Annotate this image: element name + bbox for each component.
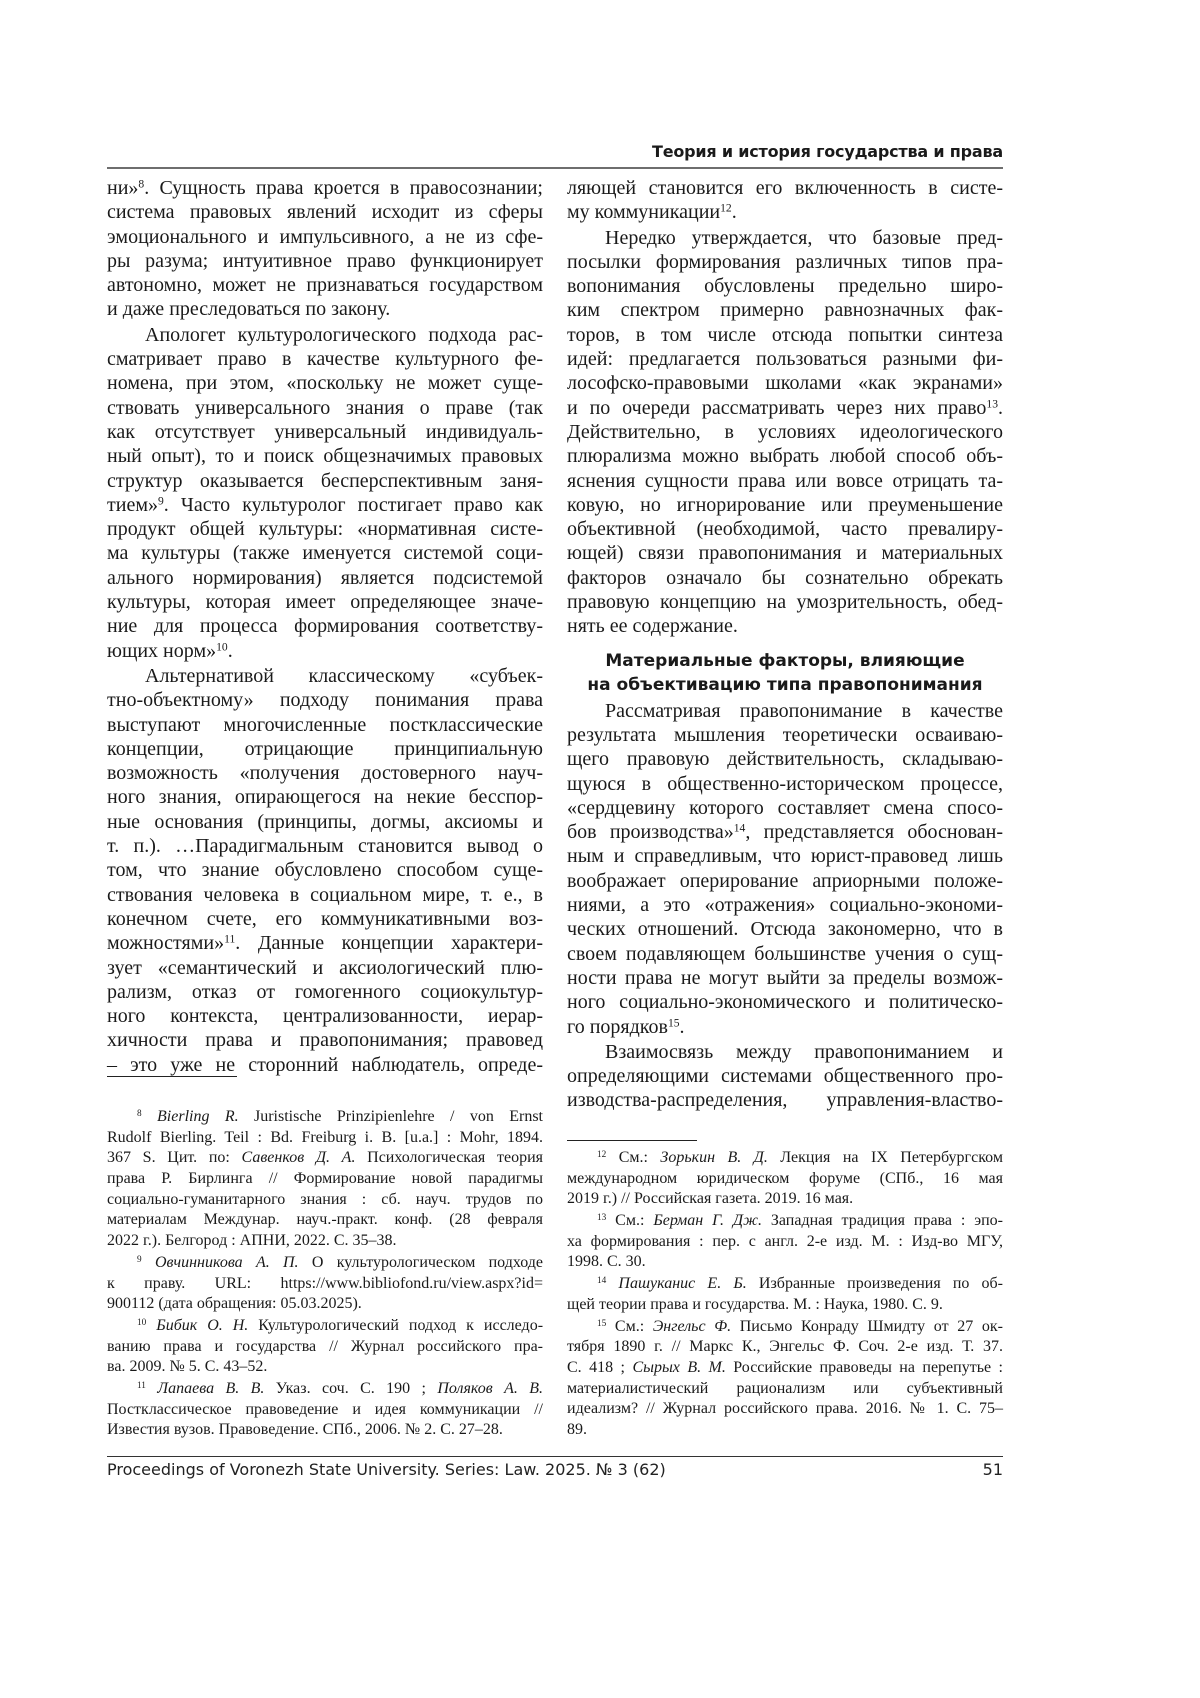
text-line: возможность «получения достоверного науч- xyxy=(107,761,543,785)
text-line: структур оказывается бесперспективным заня- xyxy=(107,469,543,493)
text-line: 2022 г.). Белгород : АПНИ, 2022. С. 35–38. xyxy=(107,1231,543,1252)
text-line: го порядков15. xyxy=(567,1015,1003,1039)
text-line: щуюся в общественно-историческом процессе, xyxy=(567,772,1003,796)
text-line: материалистический рационализм или субъективный xyxy=(567,1379,1003,1400)
text-line: идей: предлагается пользоваться разными фи- xyxy=(567,347,1003,371)
text-line: конечном счете, его коммуникативными воз- xyxy=(107,907,543,931)
footnote-ref: 10 xyxy=(216,640,228,653)
author-name: Бибик О. Н. xyxy=(156,1317,248,1334)
text-line: бов производства»14, представляется обоснован- xyxy=(567,820,1003,844)
text-line: ляющей становится его включенность в систе- xyxy=(567,176,1003,200)
text-line: культуры, которая имеет определяющее значе- xyxy=(107,590,543,614)
text-line: хичности права и правопонимания; правовед xyxy=(107,1028,543,1052)
author-name: Поляков А. В. xyxy=(437,1380,543,1397)
journal-footer: Proceedings of Voronezh State University. Series: Law. 2025. № 3 (62) xyxy=(107,1460,666,1479)
text-line: щего правовую действительность, складываю- xyxy=(567,747,1003,771)
footnote-ref: 14 xyxy=(734,822,746,835)
right-column xyxy=(567,176,1003,1114)
text-line: определяющими системами общественного про- xyxy=(567,1064,1003,1088)
footnote-ref: 13 xyxy=(597,1213,606,1223)
author-name: Пашуканис Е. Б. xyxy=(618,1275,746,1292)
footnote xyxy=(107,1379,543,1441)
text-line: зует «семантический и аксиологический плю- xyxy=(107,956,543,980)
footnote-ref: 12 xyxy=(597,1150,606,1160)
text-line: ры разума; интуитивное право функционирует xyxy=(107,249,543,273)
text-line: ного социально-экономического и политическо- xyxy=(567,990,1003,1014)
paragraph xyxy=(567,226,1003,639)
text-line: рализм, отказ от гомогенного социокультур- xyxy=(107,980,543,1004)
page-number: 51 xyxy=(983,1460,1003,1479)
text-line: торов, в том числе отсюда попытки синтеза xyxy=(567,323,1003,347)
footnote-ref: 9 xyxy=(137,1255,142,1265)
paragraph xyxy=(107,176,543,322)
text-line: – это уже не сторонний наблюдатель, опреде- xyxy=(107,1053,543,1077)
text-line: 11 Лапаева В. В. Указ. соч. С. 190 ; Поляков А. В. xyxy=(107,1379,543,1400)
author-name: Bierling R. xyxy=(157,1108,239,1125)
footer-rule xyxy=(107,1456,1003,1457)
text-line: и по очереди рассматривать через них право13. xyxy=(567,396,1003,420)
text-line: эмоционального и импульсивного, а не из сфе- xyxy=(107,225,543,249)
text-line: Взаимосвязь между правопониманием и xyxy=(567,1040,1003,1064)
text-line: объективной (необходимой, часто превалиру- xyxy=(567,517,1003,541)
text-line: ствовать универсального знания о праве (так xyxy=(107,396,543,420)
paragraph xyxy=(107,323,543,663)
text-line: 2019 г.) // Российская газета. 2019. 16 мая. xyxy=(567,1189,1003,1210)
text-line: Rudolf Bierling. Teil : Bd. Freiburg i. B. [u.a.] : Mohr, 1894. xyxy=(107,1128,543,1149)
text-line: ные основания (принципы, догмы, аксиомы и xyxy=(107,810,543,834)
text-line: как отсутствует универсальный индивидуаль- xyxy=(107,420,543,444)
text-line: тября 1890 г. // Маркс К., Энгельс Ф. Соч. 2-е изд. Т. 37. xyxy=(567,1337,1003,1358)
footnote-ref: 11 xyxy=(224,933,235,946)
paragraph xyxy=(567,176,1003,225)
text-line: материалам Междунар. науч.-практ. конф. (28 февраля xyxy=(107,1210,543,1231)
text-line: выступают многочисленные постклассические xyxy=(107,713,543,737)
text-line: ма культуры (также именуется системой соци- xyxy=(107,541,543,565)
text-line: том, что знание обусловлено способом суще- xyxy=(107,858,543,882)
text-line: плюрализма можно выбрать любой способ объ- xyxy=(567,444,1003,468)
footnote-ref: 14 xyxy=(597,1276,606,1286)
text-line: ким спектром примерно равнозначных фак- xyxy=(567,298,1003,322)
text-line: результата мышления теоретически осваиваю- xyxy=(567,723,1003,747)
paragraph xyxy=(107,664,543,1077)
text-line: к праву. URL: https://www.bibliofond.ru/view.aspx?id= xyxy=(107,1274,543,1295)
text-line: Действительно, в условиях идеологического xyxy=(567,420,1003,444)
footnote-ref: 15 xyxy=(668,1016,680,1029)
text-line: тно-объектному» подходу понимания права xyxy=(107,688,543,712)
footnote-ref: 8 xyxy=(137,1109,142,1119)
text-line: С. 418 ; Сырых В. М. Российские правоведы на перепутье : xyxy=(567,1358,1003,1379)
text-line: изводства-распределения, управления-властво- xyxy=(567,1088,1003,1112)
text-line: ванию права и государства // Журнал российского пра- xyxy=(107,1337,543,1358)
author-name: Энгельс Ф. xyxy=(653,1318,731,1335)
text-line: ние для процесса формирования соответству- xyxy=(107,614,543,638)
text-line: 10 Бибик О. Н. Культурологический подход к исследо- xyxy=(107,1316,543,1337)
text-line: ва. 2009. № 5. С. 43–52. xyxy=(107,1357,543,1378)
footnote-separator-left xyxy=(107,1076,237,1077)
text-line: Известия вузов. Правоведение. СПб., 2006. № 2. С. 27–28. xyxy=(107,1420,543,1441)
footnotes-left xyxy=(107,1107,543,1442)
section-heading xyxy=(567,649,1003,697)
text-line: 13 См.: Берман Г. Дж. Западная традиция права : эпо- xyxy=(567,1211,1003,1232)
text-line: 9 Овчинникова А. П. О культурологическом подходе xyxy=(107,1253,543,1274)
left-column xyxy=(107,176,543,1078)
text-line: концепции, отрицающие принципиальную xyxy=(107,737,543,761)
text-line: «сердцевину которого составляет смена спосо- xyxy=(567,796,1003,820)
text-line: Постклассическое правоведение и идея коммуникации // xyxy=(107,1400,543,1421)
text-line: Альтернативой классическому «субъек- xyxy=(107,664,543,688)
text-line: 367 S. Цит. по: Савенков Д. А. Психологическая теория xyxy=(107,1148,543,1169)
text-line: ющей) связи правопонимания и материальных xyxy=(567,541,1003,565)
text-line: щей теории права и государства. М. : Наука, 1980. С. 9. xyxy=(567,1295,1003,1316)
text-line: идеализм? // Журнал российского права. 2016. № 1. С. 75– xyxy=(567,1399,1003,1420)
heading-line: Материальные факторы, влияющие xyxy=(567,649,1003,673)
text-line: Рассматривая правопонимание в качестве xyxy=(567,699,1003,723)
text-line: яснения сущности права или вовсе отрицать та- xyxy=(567,469,1003,493)
text-line: т. п.). …Парадигмальным становится вывод о xyxy=(107,834,543,858)
footnote xyxy=(567,1148,1003,1210)
author-name: Лапаева В. В. xyxy=(157,1380,264,1397)
author-name: Овчинникова А. П. xyxy=(155,1254,299,1271)
text-line: ковую, но игнорирование или преуменьшение xyxy=(567,493,1003,517)
text-line: ха формирования : пер. с англ. 2-е изд. М. : Изд-во МГУ, xyxy=(567,1232,1003,1253)
author-name: Савенков Д. А. xyxy=(242,1149,356,1166)
text-line: посылки формирования различных типов пра- xyxy=(567,250,1003,274)
text-line: автономно, может не признаваться государством xyxy=(107,273,543,297)
footnote-ref: 11 xyxy=(137,1381,146,1391)
text-line: лософско-правовыми школами «как экранами» xyxy=(567,371,1003,395)
text-line: Апологет культурологического подхода рас- xyxy=(107,323,543,347)
footnote xyxy=(567,1317,1003,1441)
text-line: вопонимания обусловлены предельно широ- xyxy=(567,274,1003,298)
text-line: Нередко утверждается, что базовые пред- xyxy=(567,226,1003,250)
text-line: 8 Bierling R. Juristische Prinzipienlehre / von Ernst xyxy=(107,1107,543,1128)
text-line: сматривает право в качестве культурного фе- xyxy=(107,347,543,371)
footnote xyxy=(567,1211,1003,1273)
text-line: ческих отношений. Отсюда закономерно, что в xyxy=(567,917,1003,941)
text-line: права Р. Бирлинга // Формирование новой парадигмы xyxy=(107,1169,543,1190)
text-line: 900112 (дата обращения: 05.03.2025). xyxy=(107,1294,543,1315)
footnotes-right xyxy=(567,1148,1003,1442)
text-line: продукт общей культуры: «нормативная систе- xyxy=(107,517,543,541)
text-line: можностями»11. Данные концепции характери- xyxy=(107,931,543,955)
text-line: социально-гуманитарного знания : сб. науч. трудов по xyxy=(107,1190,543,1211)
text-line: система правовых явлений исходит из сферы xyxy=(107,200,543,224)
text-line: правовую концепцию на умозрительность, обед- xyxy=(567,590,1003,614)
text-line: 15 См.: Энгельс Ф. Письмо Конраду Шмидту от 27 ок- xyxy=(567,1317,1003,1338)
author-name: Берман Г. Дж. xyxy=(653,1212,762,1229)
text-line: и даже преследоваться по закону. xyxy=(107,297,543,321)
text-line: ющих норм»10. xyxy=(107,639,543,663)
text-line: ного контекста, централизованности, иерар- xyxy=(107,1004,543,1028)
footnote-ref: 13 xyxy=(986,397,998,410)
footnote-ref: 8 xyxy=(138,178,144,191)
footnote-ref: 15 xyxy=(597,1318,606,1328)
text-line: ниями, а это «отражения» социально-экономи- xyxy=(567,893,1003,917)
footnote xyxy=(567,1274,1003,1315)
text-line: номена, при этом, «поскольку не может суще- xyxy=(107,371,543,395)
author-name: Зорькин В. Д. xyxy=(660,1149,767,1166)
text-line: 14 Пашуканис Е. Б. Избранные произведения по об- xyxy=(567,1274,1003,1295)
footnote-separator-right xyxy=(567,1140,697,1141)
running-head: Теория и история государства и права xyxy=(107,142,1003,161)
author-name: Сырых В. М. xyxy=(632,1359,725,1376)
text-line: факторов означало бы сознательно обрекать xyxy=(567,566,1003,590)
text-line: 1998. С. 30. xyxy=(567,1252,1003,1273)
text-line: 89. xyxy=(567,1420,1003,1441)
text-line: воображает оперирование априорными положе- xyxy=(567,869,1003,893)
text-line: ного знания, опирающегося на некие бесспор- xyxy=(107,785,543,809)
text-line: нять ее содержание. xyxy=(567,614,1003,638)
footnote-ref: 12 xyxy=(720,202,732,215)
text-line: международном юридическом форуме (СПб., 16 мая xyxy=(567,1169,1003,1190)
text-line: тием»9. Часто культуролог постигает право как xyxy=(107,493,543,517)
text-line: ствования человека в социальном мире, т. е., в xyxy=(107,883,543,907)
text-line: ни»8. Сущность права кроется в правосознании; xyxy=(107,176,543,200)
heading-line: на объективацию типа правопонимания xyxy=(567,673,1003,697)
footnote xyxy=(107,1107,543,1252)
footnote xyxy=(107,1253,543,1315)
text-line: ности права не могут выйти за пределы возмож- xyxy=(567,966,1003,990)
footnote-ref: 10 xyxy=(137,1318,146,1328)
footnote-ref: 9 xyxy=(158,494,164,507)
text-line: 12 См.: Зорькин В. Д. Лекция на IX Петербургском xyxy=(567,1148,1003,1169)
header-rule xyxy=(107,167,1003,169)
text-line: ального нормирования) является подсистемой xyxy=(107,566,543,590)
text-line: своем подавляющем большинстве учения о сущ- xyxy=(567,942,1003,966)
text-line: ный опыт), то и поиск общезначимых правовых xyxy=(107,444,543,468)
text-line: ным и справедливым, что юрист-правовед лишь xyxy=(567,844,1003,868)
paragraph xyxy=(567,1040,1003,1113)
paragraph xyxy=(567,699,1003,1039)
footnote xyxy=(107,1316,543,1378)
text-line: му коммуникации12. xyxy=(567,200,1003,224)
